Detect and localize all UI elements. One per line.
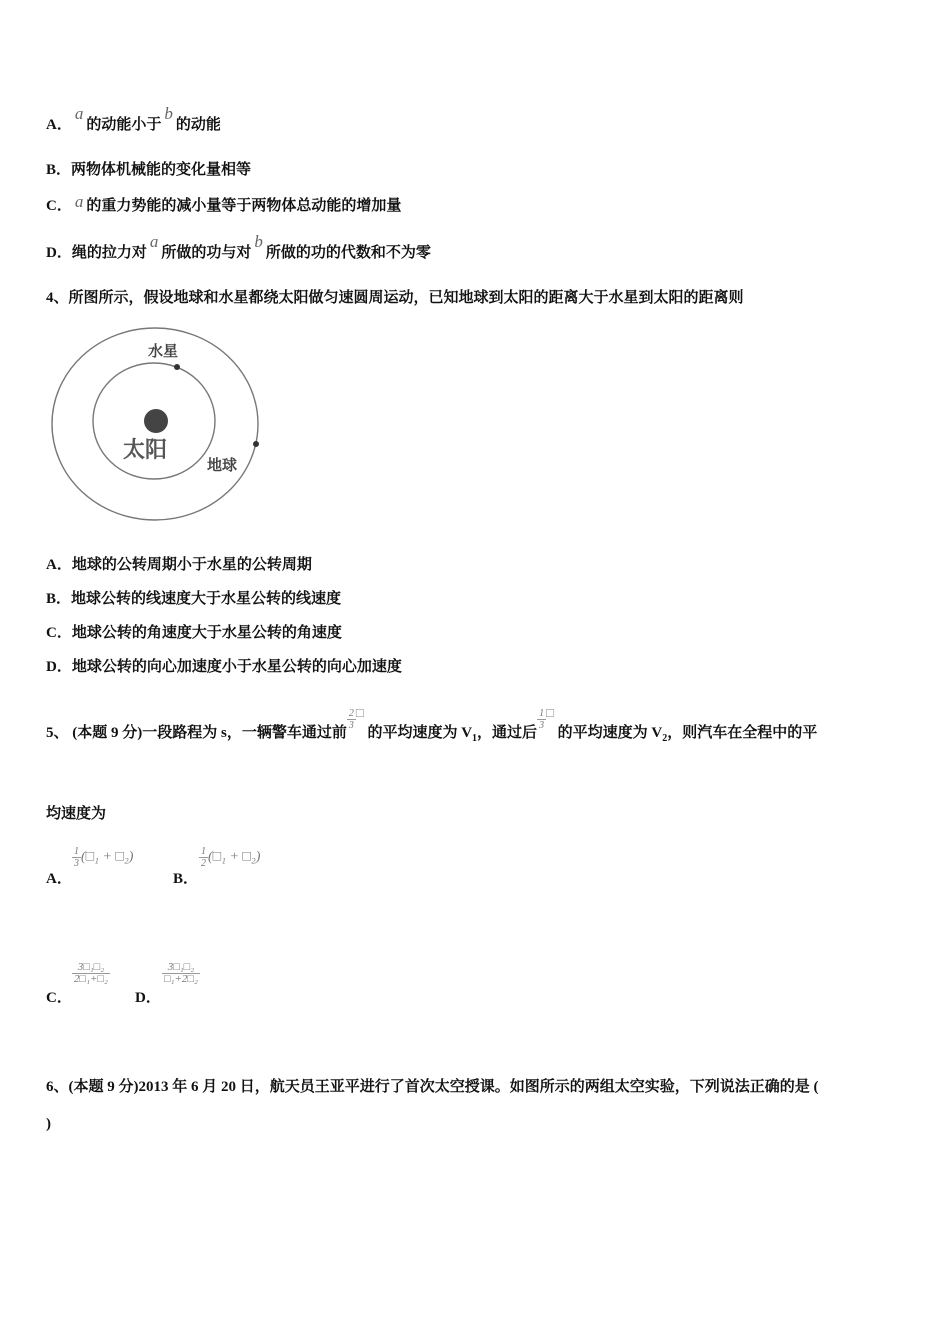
placeholder-glyph: □ (546, 705, 554, 720)
math-expr: (□₁ + □₂) (81, 849, 134, 865)
math-var: a (74, 104, 84, 123)
fraction-one-third: $\frac{1}{3}$ (539, 708, 545, 732)
math-var: a (149, 232, 159, 251)
option-text: 地球公转的角速度大于水星公转的角速度 (71, 625, 342, 641)
option-label: B． (46, 591, 72, 607)
option-label: D． (46, 659, 72, 675)
q4-option-a (46, 555, 312, 575)
q3-option-b (46, 160, 251, 180)
q5-text: 的平均速度为 V (367, 725, 473, 741)
q3-option-a (46, 104, 221, 135)
option-label: C． (46, 198, 72, 214)
q5-option-d-label: D． (135, 990, 161, 1006)
q4-stem: 4、所图所示，假设地球和水星都绕太阳做匀速圆周运动，已知地球到太阳的距离大于水星到太阳的距离则 (46, 290, 744, 306)
option-text: 的重力势能的减小量等于两物体总动能的增加量 (86, 198, 402, 214)
option-text: 的动能 (175, 117, 221, 133)
q5-stem-continued: 均速度为 (46, 806, 107, 822)
q5-option-b-label: B． (173, 871, 199, 887)
sun (144, 409, 168, 433)
math-var: a (74, 192, 84, 211)
q5-option-c-math (72, 962, 110, 985)
q3-option-d (46, 232, 431, 263)
subscript: 1 (472, 733, 478, 744)
option-label: A． (46, 117, 72, 133)
option-text: 绳的拉力对 (71, 245, 147, 261)
q5-option-a-label: A． (46, 871, 72, 887)
option-text: 两物体机械能的变化量相等 (71, 162, 252, 178)
q5-text: ，则汽车在全程中的平 (667, 725, 818, 741)
option-text: 地球公转的线速度大于水星公转的线速度 (71, 591, 342, 607)
math-var: b (164, 104, 173, 123)
math-var: b (254, 232, 263, 251)
coef-fraction: $\frac{1}{2}$ (201, 846, 206, 869)
option-label: C． (46, 625, 72, 641)
mercury-dot (174, 364, 180, 370)
q5-option-c-label: C． (46, 990, 72, 1006)
orbit-figure (50, 326, 262, 524)
label-sun: 太阳 (123, 437, 168, 463)
option-label: A． (46, 557, 72, 573)
q5-option-b-math (199, 846, 260, 869)
option-label: D． (46, 245, 72, 261)
label-mercury: 水星 (148, 342, 179, 360)
q6-stem-continued: ) (46, 1116, 51, 1132)
option-text: 的动能小于 (86, 117, 162, 133)
q4-option-c (46, 623, 342, 643)
q3-option-c (46, 192, 402, 216)
q5-option-d-math (162, 962, 200, 985)
option-text: 所做的功与对 (161, 245, 252, 261)
option-text: 地球的公转周期小于水星的公转周期 (71, 557, 312, 573)
option-text: 地球公转的向心加速度小于水星公转的向心加速度 (71, 659, 402, 675)
q4-option-d (46, 657, 402, 677)
math-expr: (□₁ + □₂) (208, 849, 261, 865)
option-d-fraction: $\frac{\text{3□₁□₂}}{\text{□₁+2□₂}}$ (164, 961, 198, 985)
q4-option-b (46, 589, 341, 609)
placeholder-glyph: □ (355, 705, 364, 720)
option-label: B． (46, 162, 72, 178)
q5-option-a-math (72, 846, 133, 869)
q6-stem: 6、(本题 9 分)2013 年 6 月 20 日，航天员王亚平进行了首次太空授课。如图所示的两组太空实验，下列说法正确的是 ( (46, 1079, 819, 1095)
subscript: 2 (662, 733, 668, 744)
option-c-fraction: $\frac{\text{3□₁□₂}}{\text{2□₁+□₂}}$ (74, 961, 108, 985)
q5-stem (46, 705, 818, 756)
fraction-two-thirds: $\frac{2}{3}$ (348, 708, 354, 732)
label-earth: 地球 (207, 456, 238, 474)
earth-dot (253, 441, 259, 447)
q5-text: 5、 (本题 9 分)一段路程为 s，一辆警车通过前 (46, 725, 347, 741)
q5-text: ，通过后 (477, 725, 538, 741)
q5-text: 的平均速度为 V (557, 725, 663, 741)
option-text: 所做的功的代数和不为零 (265, 245, 431, 261)
coef-fraction: $\frac{1}{3}$ (74, 846, 79, 869)
